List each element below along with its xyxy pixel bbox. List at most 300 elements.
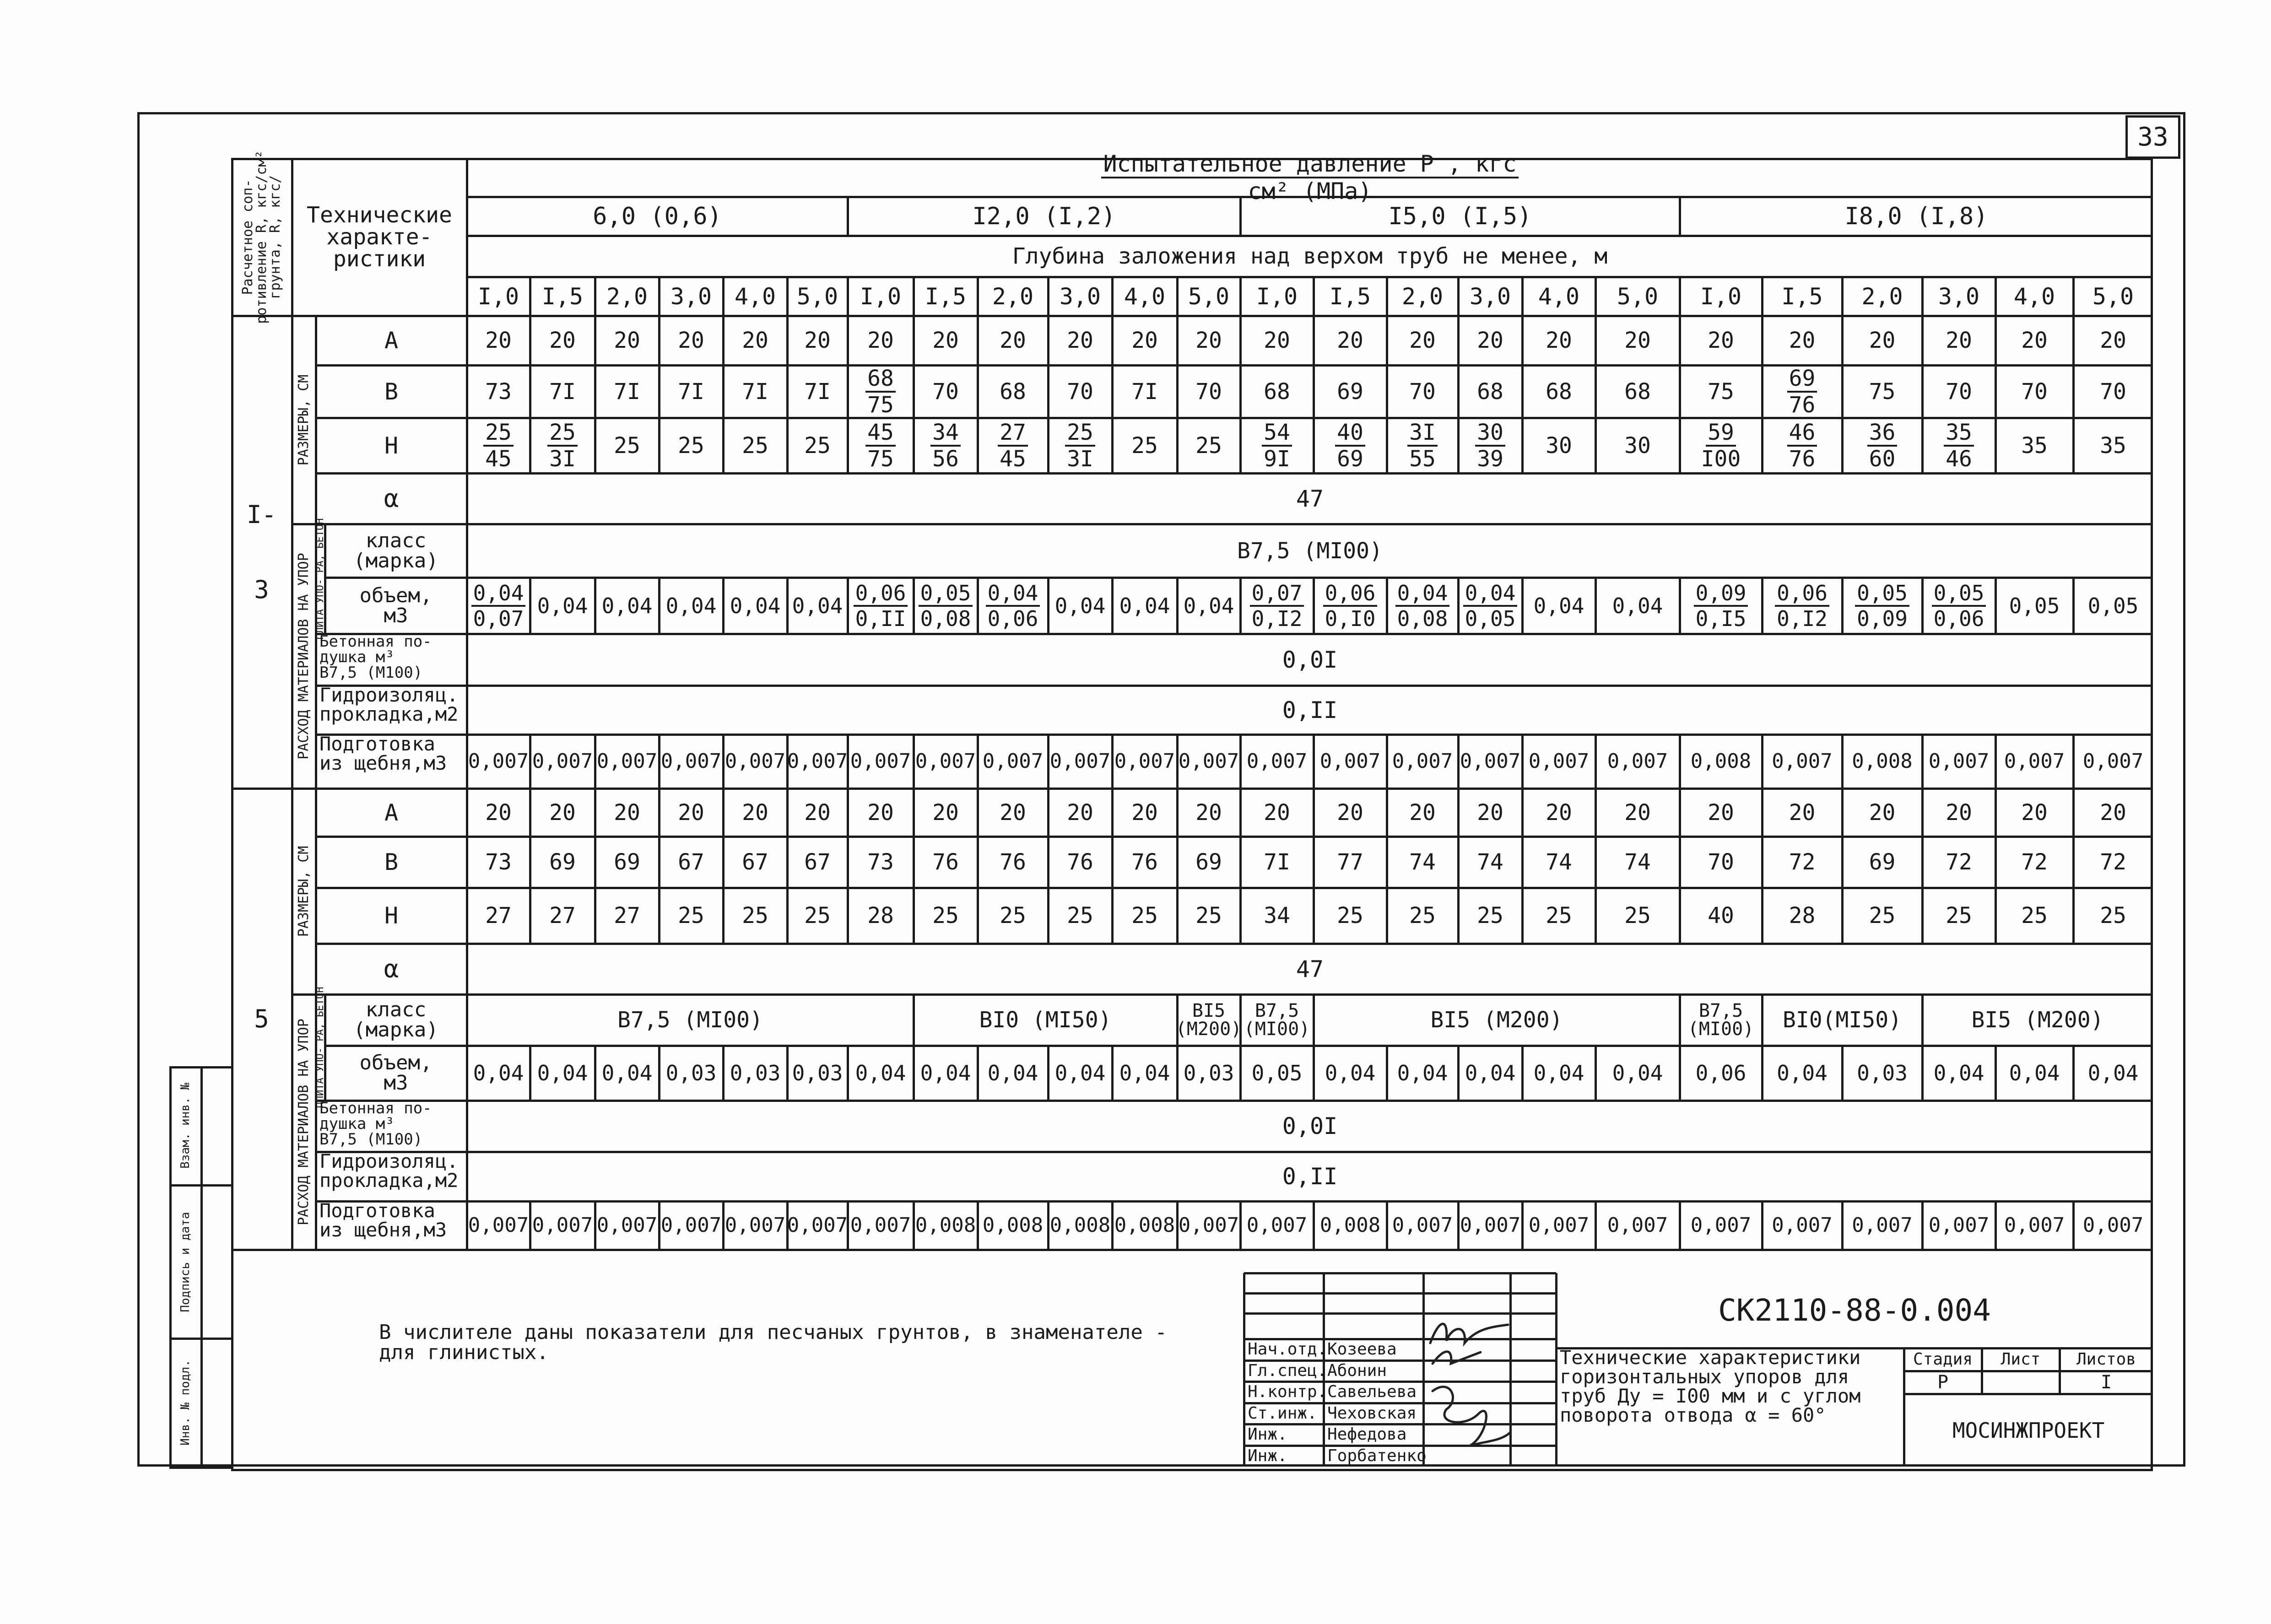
grid-line [1386,888,1388,944]
data-cell-h [1842,418,1922,473]
grid-line [1995,316,1997,365]
grid-line [722,365,725,418]
grid-line [1841,418,1844,473]
grid-line [1176,277,1179,316]
row-label-gidro-line: Гидроизоляц. [319,684,459,706]
row-label-obem-line: объем, [359,583,433,607]
fraction [1475,421,1505,470]
grid-line [529,788,531,836]
side-stamp-label: Взам. инв. № [178,1083,192,1169]
concrete-class-cell [1177,994,1240,1046]
concrete-class-line: BI5 [1192,1000,1226,1021]
row-label-klass-line: класс [365,529,427,552]
grid-line [847,316,849,365]
grid-line [1386,734,1388,788]
data-cell-b: 67 [804,849,831,875]
grid-line [1047,1046,1049,1101]
volume-cell [1922,577,1995,634]
numerator: 68 [865,367,896,393]
grid-line [1111,577,1114,634]
grid-line [1595,734,1597,788]
grid-line [1921,788,1924,836]
data-cell-h [1314,418,1387,473]
depth-header: I,5 [1329,283,1371,310]
grid-line [1457,1046,1460,1101]
sheet-header: Лист [2001,1350,2041,1369]
data-cell-b: 69 [614,849,640,875]
data-cell-b: 68 [1264,378,1290,405]
grid-line [1841,888,1844,944]
data-cell-a: 20 [678,799,704,825]
row-label-obem-line: м3 [384,604,408,627]
volume-cell: 0,04 [1933,1061,1984,1085]
data-cell-h [1387,418,1458,473]
concrete-class-line: (МI00) [1244,1019,1310,1040]
grid-line [977,316,979,365]
grid-line [1313,418,1315,473]
numerator: 0,04 [1395,583,1450,607]
grid-line [658,734,660,788]
grid-line [1239,734,1242,788]
data-cell-h [1240,418,1314,473]
grid-line [1111,1046,1114,1101]
grid-line [1595,277,1597,316]
grid-line [594,277,596,316]
sheet-value [1982,1371,2060,1394]
denominator: 45 [1000,446,1026,472]
grid-line [2072,734,2075,788]
grid-line [1239,888,1242,944]
grid-line [1679,316,1681,365]
data-cell-a: 20 [1946,799,1972,825]
grid-line [1386,1046,1388,1101]
data-cell-h: 35 [2021,432,2048,459]
volume-cell: 0,04 [1054,1061,1106,1085]
grid-line [1761,734,1763,788]
data-cell-h: 34 [1264,903,1290,928]
gravel-cell: 0,007 [1049,750,1111,773]
grid-line [847,734,849,788]
waterproofing-value: 0,II [1282,1163,1338,1190]
concrete-pad-value: 0,0I [1282,1113,1338,1139]
data-cell-h: 25 [742,432,768,459]
grid-line [1313,316,1315,365]
numerator: 0,05 [1855,583,1909,607]
gravel-cell: 0,007 [915,750,976,773]
grid-line [1595,365,1597,418]
grid-line [1313,1201,1315,1250]
grid-line [977,577,979,634]
grid-line [1047,577,1049,634]
grid-line [594,365,596,418]
data-cell-h: 40 [1708,903,1734,928]
data-cell-b: 73 [867,849,894,875]
grid-line [1521,418,1524,473]
row-label-podushka [316,634,467,685]
grid-line [977,1046,979,1101]
data-cell-a: 20 [742,799,768,825]
grid-line [1921,1201,1924,1250]
numerator: 0,06 [1775,583,1829,607]
depth-header: 4,0 [1538,283,1580,310]
concrete-class-cell: B7,5 (МI00) [617,1007,763,1033]
numerator: 30 [1475,421,1505,447]
grid-line [1921,836,1924,888]
denominator: 3I [1067,446,1093,472]
pressure-group: I5,0 (I,5) [1388,202,1532,230]
sheet-description-line: Технические характеристики [1560,1346,1861,1369]
fraction [1694,580,1748,631]
grid-line [1239,788,1242,836]
grid-line [594,888,596,944]
grid-line [1679,888,1681,944]
data-cell-b: 69 [1869,849,1896,875]
data-cell-h: 25 [1131,432,1158,459]
grid-line [786,316,789,365]
grid-line [2072,1201,2075,1250]
grid-line [1595,577,1597,634]
data-cell-h [1680,418,1762,473]
grid-line [658,577,660,634]
data-cell-b: 73 [485,849,512,875]
depth-header: 3,0 [1938,283,1980,310]
gravel-cell: 0,007 [2082,1214,2144,1237]
grid-line [1761,888,1763,944]
data-cell-b: 73 [485,378,512,405]
grid-line [1521,365,1524,418]
data-cell-a: 20 [804,328,831,353]
grid-line [2072,1046,2075,1101]
volume-cell: 0,03 [1183,1061,1234,1085]
grid-line [786,418,789,473]
sheets-value: I [2100,1372,2112,1393]
grid-line [1679,1201,1681,1250]
grid-line [529,577,531,634]
grid-line [1761,577,1763,634]
numerator: 0,07 [1250,583,1304,607]
grid-line [1595,888,1597,944]
denominator: 0,07 [473,606,524,631]
gravel-cell: 0,007 [982,750,1044,773]
volume-cell: 0,04 [1119,1061,1170,1085]
grid-line [1761,836,1763,888]
data-cell-h: 25 [1337,903,1363,928]
grid-line [1761,277,1763,316]
grid-line [594,1201,596,1250]
grid-line [1841,788,1844,836]
grid-line [1841,1201,1844,1250]
grid-line [1176,888,1179,944]
numerator: 0,06 [1323,583,1378,607]
data-cell-b: 76 [932,849,959,875]
side-stamp-label: Инв. № подл. [178,1360,192,1446]
fraction [986,580,1040,631]
grid-line [1841,277,1844,316]
volume-cell [1680,577,1762,634]
grid-line [1111,316,1114,365]
grid-line [529,1201,531,1250]
data-cell-h: 25 [2021,903,2048,928]
grid-line [1521,1201,1524,1250]
volume-cell [1314,577,1387,634]
volume-cell: 0,04 [601,593,653,618]
resistance-header [239,150,283,324]
person-role: Инж. [1248,1425,1287,1444]
grid-line [847,577,849,634]
grid-line [1313,836,1315,888]
grid-line [1313,365,1315,418]
denominator: 60 [1869,446,1896,472]
grid-line [1111,788,1114,836]
volume-cell: 0,04 [1397,1061,1448,1085]
signature-scribble [1423,1373,1515,1464]
grid-line [1047,1201,1049,1250]
grid-line [1995,734,1997,788]
data-cell-a: 20 [1869,328,1896,353]
grid-line [529,836,531,888]
concrete-class-cell: BI5 (М200) [1430,1007,1563,1033]
fraction [1701,421,1741,470]
numerator: 34 [930,421,961,447]
grid-line [1047,836,1049,888]
denominator: 3I [549,446,576,472]
grid-line [1176,365,1179,418]
grid-line [847,418,849,473]
grid-line [786,836,789,888]
resistance-header-line: ротивление R, кгс/см² [253,150,270,324]
grid-line [1457,277,1460,316]
data-cell-h [530,418,595,473]
grid-line [722,316,725,365]
numerator: 35 [1944,421,1974,447]
volume-cell [467,577,530,634]
data-cell-b: 69 [549,849,576,875]
depth-header: I,0 [1256,283,1298,310]
sheets-header: Листов [2076,1350,2136,1369]
grid-line [2072,418,2075,473]
data-cell-b: 70 [1409,378,1436,405]
gravel-cell: 0,007 [725,1214,786,1237]
grid-line [1047,888,1049,944]
data-cell-b [848,365,914,418]
gravel-cell: 0,007 [596,750,658,773]
fraction [919,580,973,631]
grid-line [977,1201,979,1250]
grid-line [847,197,849,236]
data-cell-h: 25 [1477,903,1503,928]
grid-line [1386,365,1388,418]
person-role: Н.контр. [1248,1382,1327,1402]
person-role: Нач.отд. [1248,1340,1327,1359]
grid-line [1521,734,1524,788]
volume-cell: 0,04 [601,1061,653,1085]
data-cell-b: 70 [2021,378,2048,405]
data-cell-b: 74 [1409,849,1436,875]
volume-cell: 0,04 [2009,1061,2060,1085]
row-label-gidro [316,685,467,734]
concrete-class-cell: BI0 (МI50) [979,1007,1112,1033]
denominator: 75 [867,446,894,472]
grid-line [658,888,660,944]
data-cell-h: 25 [1195,432,1222,459]
soil-resistance-label-line: 3 [254,575,269,604]
grid-line [594,316,596,365]
concrete-class-cell [1680,994,1762,1046]
denominator: 0,I2 [1777,606,1828,631]
grid-line [1457,788,1460,836]
gravel-cell: 0,007 [468,750,529,773]
numerator: 59 [1706,421,1736,447]
grid-line [1595,418,1597,473]
grid-line [594,788,596,836]
materials-section-label: РАСХОД МАТЕРИАЛОВ НА УПОР [296,1019,312,1225]
fraction [1463,580,1518,631]
depth-header: 2,0 [1861,283,1903,310]
depth-header: I,5 [541,283,584,310]
grid-line [1679,365,1681,418]
row-label-podushka [316,1101,467,1152]
grid-line [1679,734,1681,788]
data-cell-h [1922,418,1995,473]
volume-cell: 0,04 [537,593,588,618]
data-cell-a: 20 [1195,328,1222,353]
data-cell-b: 70 [1946,378,1972,405]
denominator: 0,I2 [1251,606,1303,631]
grid-line [913,418,915,473]
grid-line [1761,994,1763,1046]
grid-line [658,788,660,836]
grid-line [977,836,979,888]
data-cell-h [848,418,914,473]
grid-line [1239,836,1242,888]
volume-cell: 0,05 [1251,1061,1303,1085]
data-cell-b: 7I [742,378,768,405]
grid-line [786,788,789,836]
row-label-klass-line: (марка) [353,1018,438,1041]
volume-cell: 0,04 [920,1061,971,1085]
grid-line [1921,888,1924,944]
data-cell-h: 25 [678,432,704,459]
grid-line [1921,365,1924,418]
gravel-cell: 0,007 [468,1214,529,1237]
data-cell-a: 20 [2100,799,2126,825]
soil-resistance-label [231,316,292,788]
data-cell-h [914,418,978,473]
data-cell-b: 68 [1000,378,1026,405]
denominator: 0,08 [920,606,971,631]
grid-line [1995,418,1997,473]
grid-line [658,1046,660,1101]
denominator: см² (МПа) [1248,178,1372,205]
grid-line [1047,418,1049,473]
gravel-cell: 0,007 [1528,1214,1590,1237]
data-cell-h [467,418,530,473]
volume-cell: 0,03 [665,1061,717,1085]
grid-line [977,788,979,836]
data-cell-h: 27 [549,903,576,928]
grid-line [1239,1046,1242,1101]
depth-header: 3,0 [1469,283,1511,310]
numerator: 40 [1335,421,1365,447]
grid-line [847,836,849,888]
volume-cell [1458,577,1522,634]
depth-header: 4,0 [1124,283,1166,310]
data-cell-b: 69 [1337,378,1363,405]
person-name: Козеева [1327,1340,1397,1359]
fraction [1932,580,1986,631]
grid-line [913,316,915,365]
grid-line [2072,888,2075,944]
volume-cell: 0,04 [1054,593,1106,618]
numerator: 0,04 [1463,583,1518,607]
volume-cell: 0,05 [2087,593,2139,618]
volume-cell: 0,04 [1533,593,1584,618]
grid-line [1111,734,1114,788]
grid-line [786,577,789,634]
data-cell-b: 76 [1131,849,1158,875]
grid-line [913,577,915,634]
grid-line [1386,788,1388,836]
volume-cell: 0,04 [1325,1061,1376,1085]
grid-line [1457,418,1460,473]
pressure-group: 6,0 (0,6) [593,202,722,230]
grid-line [786,365,789,418]
grid-line [1457,836,1460,888]
depth-header: I,5 [1781,283,1823,310]
data-cell-a: 20 [867,328,894,353]
data-cell-h: 25 [678,903,704,928]
grid-line [1457,365,1460,418]
grid-line [722,836,725,888]
numerator: 25 [1065,421,1095,447]
data-cell-b [1762,365,1842,418]
row-label-obem-line: м3 [384,1071,408,1095]
data-cell-a: 20 [1789,799,1816,825]
sizes-section-label: РАЗМЕРЫ, СМ [296,374,312,465]
grid-line [1521,316,1524,365]
data-cell-b: 7I [1264,849,1290,875]
concrete-class-line: (М200) [1175,1019,1242,1040]
row-label-b: B [384,378,399,405]
data-cell-h: 25 [2100,903,2126,928]
gravel-cell: 0,007 [1460,1214,1521,1237]
tech-header [292,158,467,316]
gravel-cell: 0,007 [660,750,722,773]
grid-line [1176,734,1179,788]
data-cell-a: 20 [2021,799,2048,825]
data-cell-b: 67 [742,849,768,875]
grid-line [1313,277,1315,316]
gravel-cell: 0,008 [1049,1214,1111,1237]
data-cell-a: 20 [1624,328,1651,353]
grid-line [1176,316,1179,365]
grid-line [529,734,531,788]
person-name: Нефедова [1327,1425,1407,1444]
gravel-cell: 0,007 [787,1214,848,1237]
grid-line [1995,888,1997,944]
row-label-h: H [384,432,399,459]
depth-header: 2,0 [992,283,1034,310]
row-label-gidro-line: прокладка,м2 [319,1169,459,1192]
grid-line [913,277,915,316]
data-cell-h: 25 [614,432,640,459]
grid-line [847,1046,849,1101]
grid-line [722,888,725,944]
data-cell-h: 25 [1869,903,1896,928]
stage-value: Р [1937,1372,1949,1393]
signature-scribble [1426,1343,1508,1370]
row-label-gidro-line: Гидроизоляц. [319,1150,459,1172]
